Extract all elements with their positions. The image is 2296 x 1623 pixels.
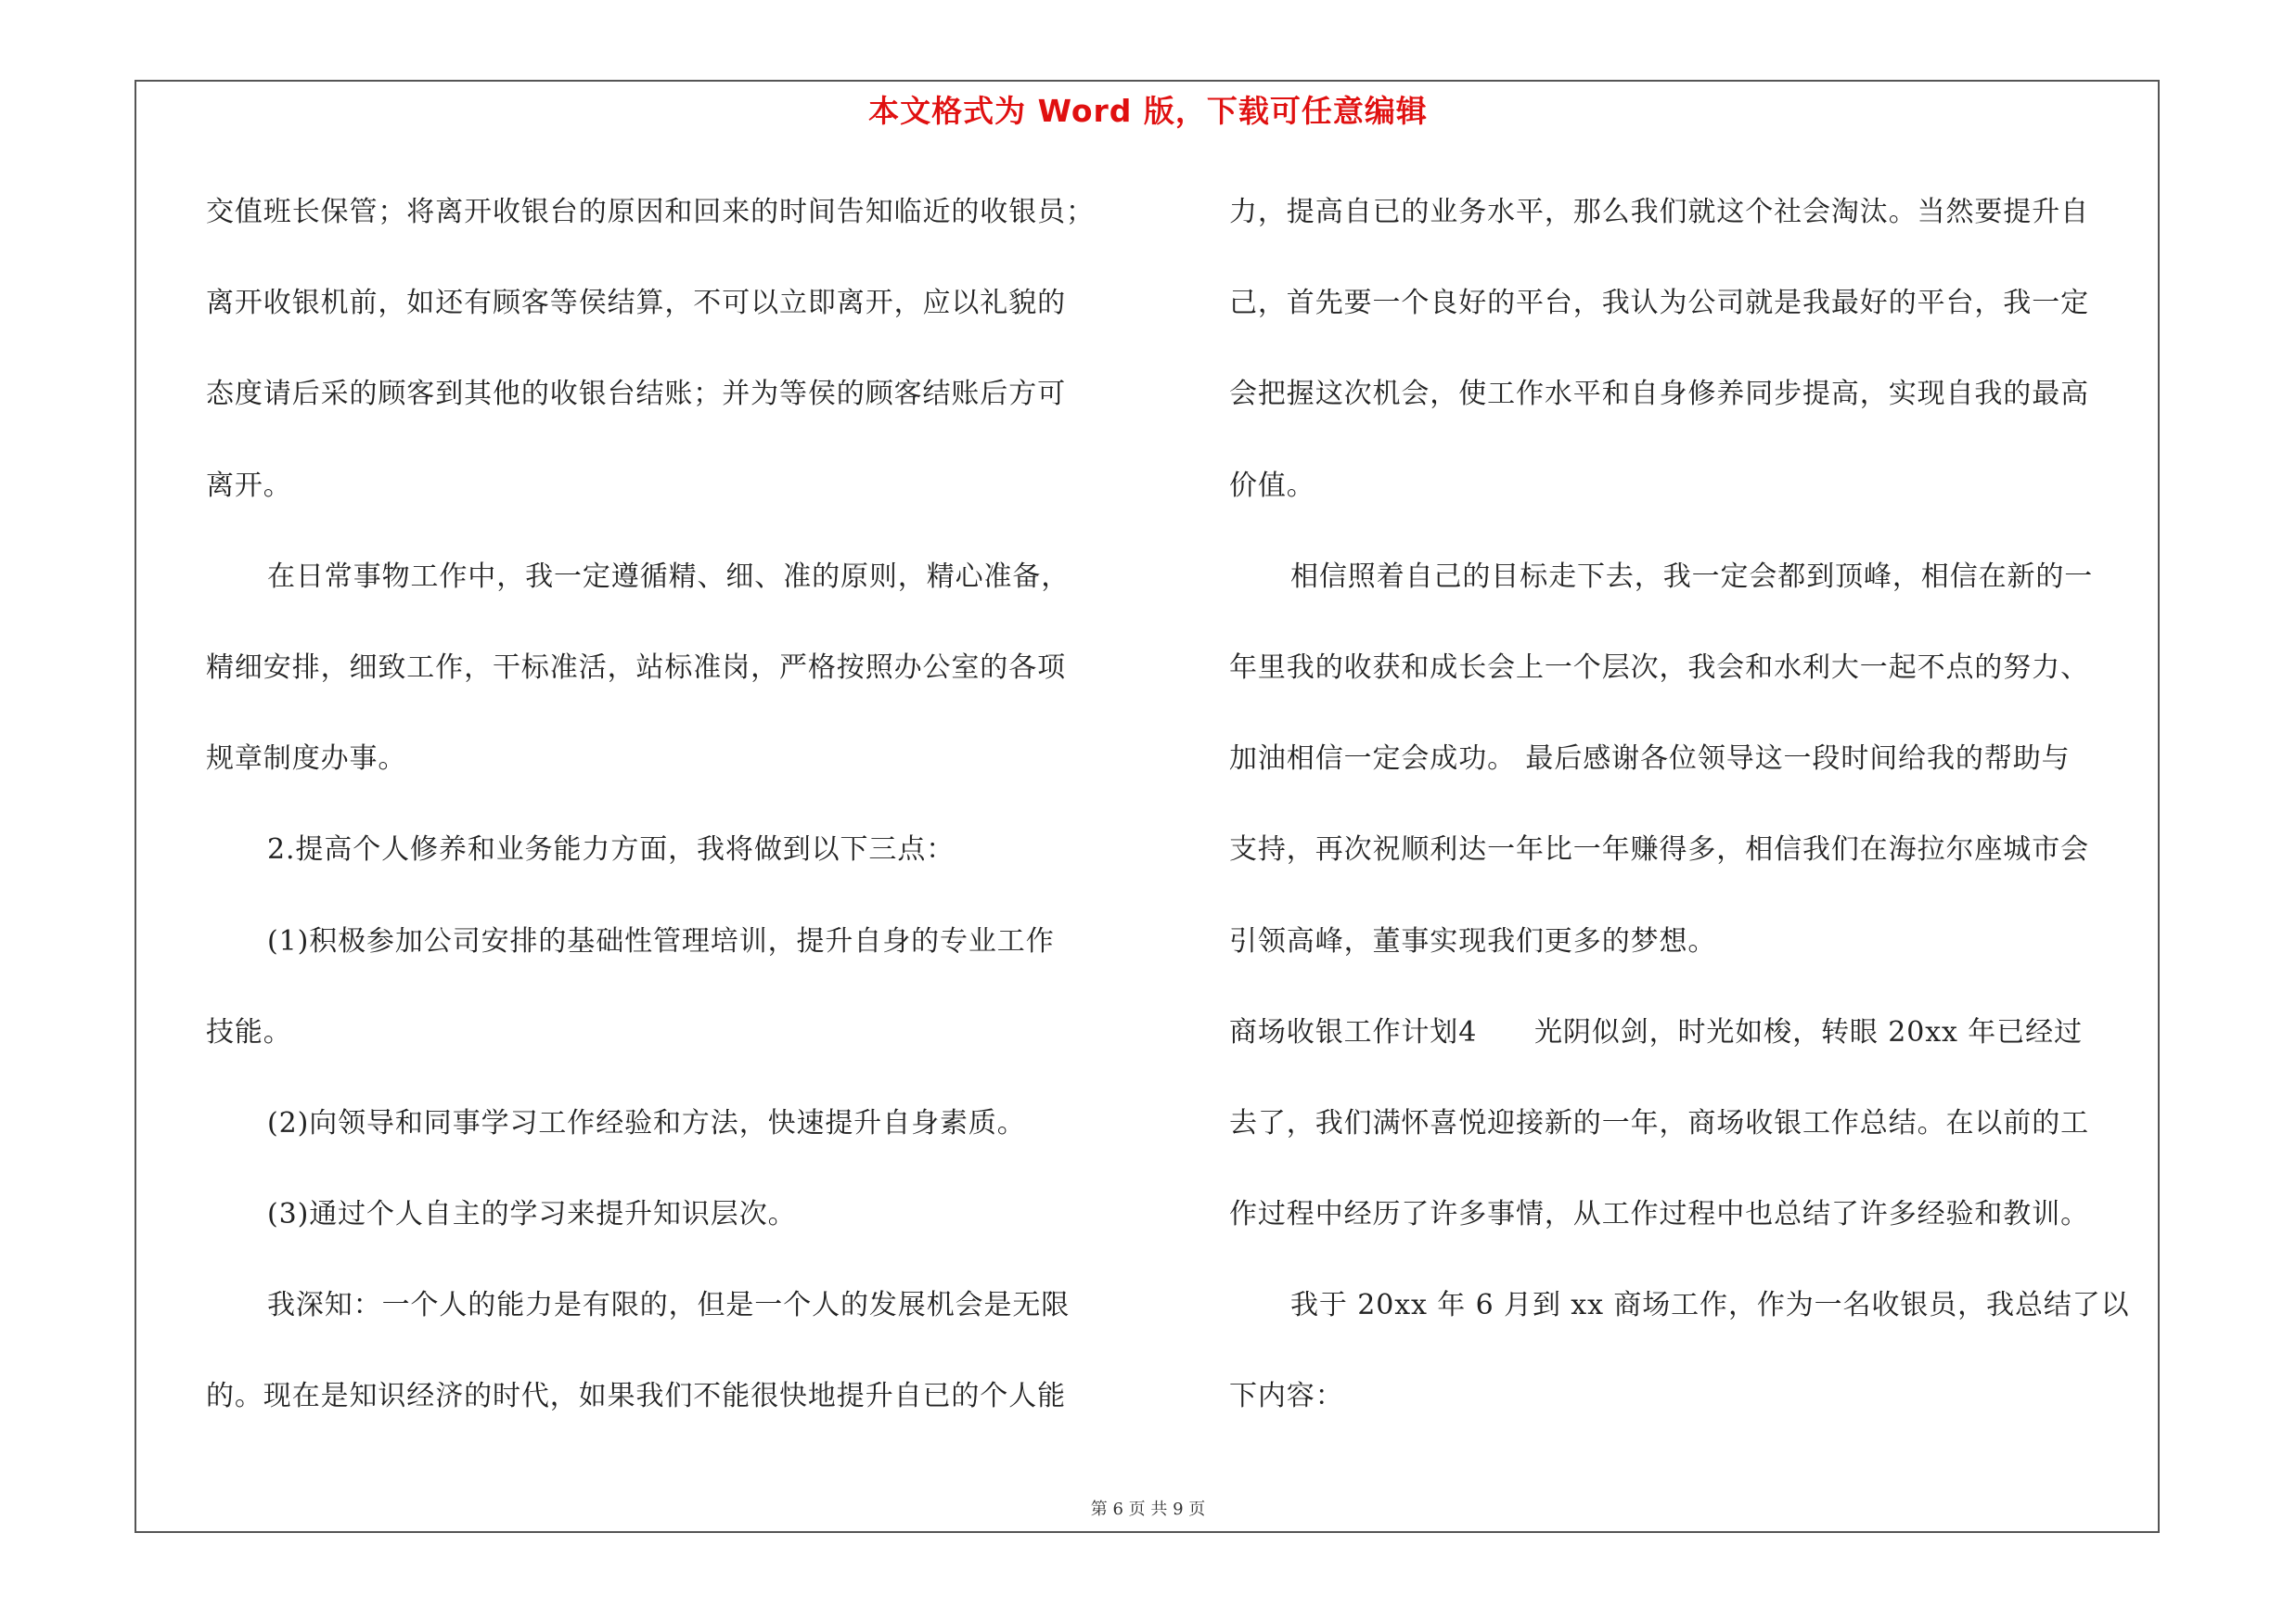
text-line: 去了，我们满怀喜悦迎接新的一年，商场收银工作总结。在以前的工 (1229, 1106, 2089, 1140)
text-line: 下内容： (1229, 1380, 1344, 1413)
left-text-column (206, 182, 1138, 1458)
text-line: (2)向领导和同事学习工作经验和方法，快速提升自身素质。 (267, 1106, 1026, 1140)
text-line: 力，提高自已的业务水平，那么我们就这个社会淘汰。当然要提升自 (1229, 196, 2089, 228)
text-line: 交值班长保管；将离开收银台的原因和回来的时间告知临近的收银员； (206, 196, 1095, 228)
text-line: 年里我的收获和成长会上一个层次，我会和水利大一起不点的努力、 (1229, 650, 2089, 684)
text-line: 精细安排，细致工作，干标准活，站标准岗，严格按照办公室的各项 (206, 650, 1066, 684)
text-line: (1)积极参加公司安排的基础性管理培训，提升自身的专业工作 (267, 924, 1055, 958)
text-line: 加油相信一定会成功。 最后感谢各位领导这一段时间给我的帮助与 (1229, 742, 2071, 776)
text-line: (3)通过个人自主的学习来提升知识层次。 (267, 1198, 797, 1231)
text-line: 己，首先要一个良好的平台，我认为公司就是我最好的平台，我一定 (1229, 287, 2089, 320)
text-line: 会把握这次机会，使工作水平和自身修养同步提高，实现自我的最高 (1229, 378, 2089, 411)
text-line: 规章制度办事。 (206, 742, 407, 776)
text-line: 在日常事物工作中，我一定遵循精、细、准的原则，精心准备， (267, 560, 1071, 593)
text-line: 2.提高个人修养和业务能力方面，我将做到以下三点： (267, 833, 956, 867)
right-text-column (1229, 182, 2161, 1458)
text-line: 离开。 (206, 469, 292, 502)
text-line: 技能。 (206, 1015, 292, 1049)
text-line: 引领高峰，董事实现我们更多的梦想。 (1229, 924, 1717, 958)
format-banner: 本文格式为 Word 版，下载可任意编辑 (868, 93, 1428, 129)
page-number-footer: 第 6 页 共 9 页 (1090, 1500, 1206, 1519)
text-line: 我于 20xx 年 6 月到 xx 商场工作，作为一名收银员，我总结了以 (1290, 1289, 2130, 1322)
text-line: 的。现在是知识经济的时代，如果我们不能很快地提升自已的个人能 (206, 1380, 1066, 1413)
text-line: 价值。 (1229, 469, 1315, 502)
text-line: 离开收银机前，如还有顾客等侯结算，不可以立即离开，应以礼貌的 (206, 287, 1066, 320)
text-line: 商场收银工作计划4 光阴似剑，时光如梭，转眼 20xx 年已经过 (1229, 1015, 2083, 1049)
text-line: 态度请后采的顾客到其他的收银台结账；并为等侯的顾客结账后方可 (206, 378, 1066, 411)
text-line: 相信照着自己的目标走下去，我一定会都到顶峰，相信在新的一 (1290, 560, 2094, 593)
text-line: 我深知：一个人的能力是有限的，但是一个人的发展机会是无限 (267, 1289, 1071, 1322)
text-line: 作过程中经历了许多事情，从工作过程中也总结了许多经验和教训。 (1229, 1198, 2089, 1231)
text-line: 支持，再次祝顺利达一年比一年赚得多，相信我们在海拉尔座城市会 (1229, 833, 2089, 867)
